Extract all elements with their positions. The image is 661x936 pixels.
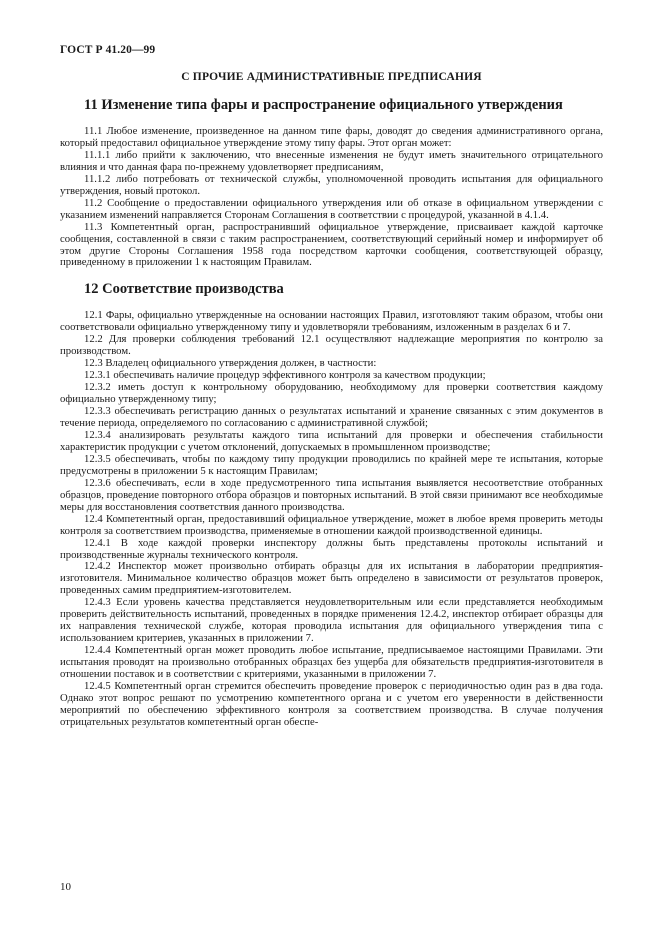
paragraph-12-3-4: 12.3.4 анализировать результаты каждого типа испытаний для проверки и обеспечения стабильности характеристик продукции с учетом отклонений, допускаемых в промышленном производстве;: [60, 428, 603, 453]
paragraph-12-4-2: 12.4.2 Инспектор может произвольно отбирать образцы для их испытания в лаборатории предприятия-изготовителя. Минимальное количество образцов может быть определено в зависимости от результатов проверок, проведенных самим предприятием-изготовителем.: [60, 560, 603, 597]
paragraph-12-3-5: 12.3.5 обеспечивать, чтобы по каждому типу продукции проводились по крайней мере те испытания, которые предусмотрены в приложении 5 к настоящим Правилам;: [60, 452, 603, 477]
paragraph-12-3-2: 12.3.2 иметь доступ к контрольному оборудованию, необходимому для проверки соответствия каждому официально утвержденному типу;: [60, 381, 603, 406]
section-title: С ПРОЧИЕ АДМИНИСТРАТИВНЫЕ ПРЕДПИСАНИЯ: [181, 71, 482, 83]
paragraph-11-1-2: 11.1.2 либо потребовать от технической службы, уполномоченной проводить испытания для официального утверждения, новый протокол.: [60, 172, 603, 197]
paragraph-12-3-6: 12.3.6 обеспечивать, если в ходе предусмотренного типа испытания выявляется несоответствие отобранных образцов, проведение повторного отбора образцов и повторных испытаний. В этой связи принимают все необходимые меры для восстановления соответствия данного производства.: [60, 476, 603, 513]
paragraph-12-4-1: 12.4.1 В ходе каждой проверки инспектору должны быть представлены протоколы испытаний и производственные журналы технического контроля.: [60, 536, 603, 561]
paragraph-12-4-4: 12.4.4 Компетентный орган может проводить любое испытание, предписываемое настоящими Правилами. Эти испытания проводят на произвольно отобранных образцах без ущерба для обязательств предприятия-изготовителя в отношении поставок и в соответствии с критериями, указанными в приложении 7.: [60, 644, 603, 681]
paragraph-11-1: 11.1 Любое изменение, произведенное на данном типе фары, доводят до сведения административного органа, который предоставил официальное утверждение этому типу фары. Этот орган может:: [60, 125, 603, 149]
page-content: [60, 70, 603, 729]
paragraph-12-3-1: 12.3.1 обеспечивать наличие процедур эффективного контроля за качеством продукции;: [84, 369, 486, 382]
paragraph-12-4-3: 12.4.3 Если уровень качества представляется неудовлетворительным или если представляется необходимым проверить действительность испытаний, проведенных в порядке применения 12.4.2, инспектор отбирает образцы для их направления технической службе, которая проводила испытания для официального утверждения типа с использованием критериев, указанных в приложении 7.: [60, 596, 603, 645]
paragraph-11-2: 11.2 Сообщение о предоставлении официального утверждения или об отказе в официальном утверждении с указанием изменений направляется Сторонам Соглашения в соответствии с процедурой, указанной в 4.1.4.: [60, 196, 603, 221]
paragraph-12-4: 12.4 Компетентный орган, предоставивший официальное утверждение, может в любое время проверить методы контроля за соответствием производства, применяемые в отношении каждой производственной единицы.: [60, 512, 603, 537]
paragraph-12-2: 12.2 Для проверки соблюдения требований 12.1 осуществляют надлежащие мероприятия по контролю за производством.: [60, 333, 603, 358]
paragraph-11-1-1: 11.1.1 либо прийти к заключению, что внесенные изменения не будут иметь значительного отрицательного влияния и что данная фара по-прежнему удовлетворяет предписаниям,: [60, 148, 603, 173]
paragraph-12-4-5: 12.4.5 Компетентный орган стремится обеспечить проведение проверок с периодичностью один раз в два года. Однако этот вопрос решают по усмотрению компетентного органа и с учетом его уверенности в действенности мероприятий по обеспечению эффективного контроля за соответствием производства. В случае получения отрицательных результатов компетентный орган обеспе-: [60, 679, 603, 728]
paragraph-12-3: 12.3 Владелец официального утверждения должен, в частности:: [84, 357, 377, 370]
document-code: ГОСТ Р 41.20—99: [60, 44, 156, 56]
paragraph-12-1: 12.1 Фары, официально утвержденные на основании настоящих Правил, изготовляют таким образом, чтобы они соответствовали официально утвержденному типу и удовлетворяли требованиям, изложенным в разделах 6 и 7.: [60, 309, 603, 334]
clause-11-heading: 11 Изменение типа фары и распространение официального утверждения: [84, 97, 563, 113]
page-number: 10: [60, 881, 71, 893]
paragraph-11-3: 11.3 Компетентный орган, распространивший официальное утверждение, присваивает каждой карточке сообщения, составленной в связи с таким распространением, соответствующий серийный номер и информирует об этом другие Стороны Соглашения 1958 года посредством карточки сообщения, соответствующей образцу, приведенному в приложении 1 к настоящим Правилам.: [60, 220, 603, 269]
clause-12-heading: 12 Соответствие производства: [84, 281, 284, 298]
paragraph-12-3-3: 12.3.3 обеспечивать регистрацию данных о результатах испытаний и хранение связанных с этим документов в течение периода, определяемого по согласованию с административной службой;: [60, 405, 603, 430]
